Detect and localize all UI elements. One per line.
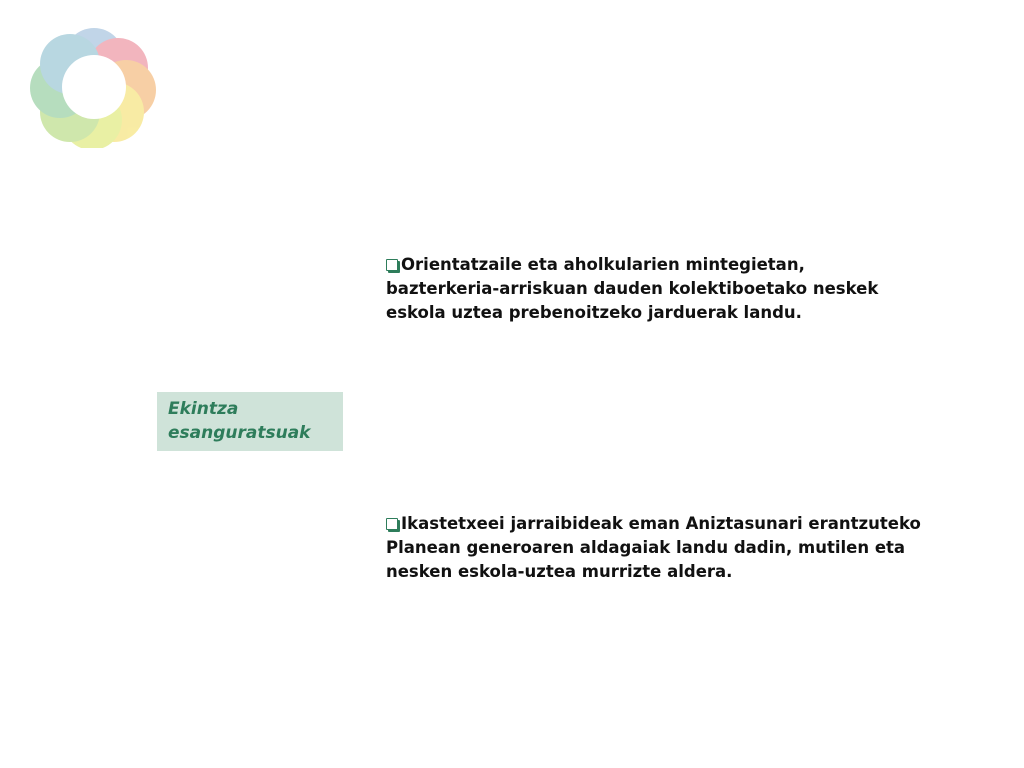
bullet-text-1: Orientatzaile eta aholkularien mintegietan, bazterkeria-arriskuan dauden kolektiboetako neskek eskola uztea prebenoitzeko jarduerak landu.: [386, 255, 879, 322]
bullet-item-1: [386, 253, 966, 325]
section-label-box: [157, 392, 343, 451]
bullet-text-2: Ikastetxeei jarraibideak eman Aniztasunari erantzuteko Planean generoaren aldagaiak landu dadin, mutilen eta nesken eskola-uztea murrizte aldera.: [386, 514, 921, 581]
bullet-item-2: [386, 512, 966, 584]
color-ring-logo-icon: [30, 24, 158, 148]
section-label: Ekintza esanguratsuak: [168, 399, 311, 443]
checkbox-bullet-icon: [386, 259, 398, 271]
checkbox-bullet-icon: [386, 518, 398, 530]
